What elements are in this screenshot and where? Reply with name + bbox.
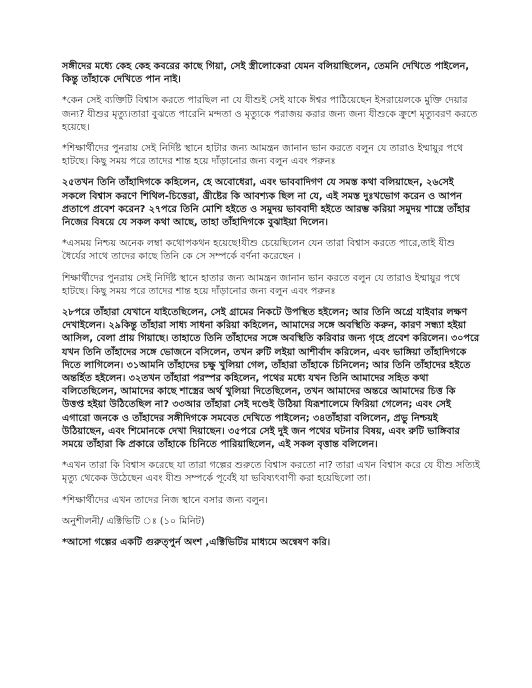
paragraph-scripture-verses-25-27: ২৫তখন তিনি তাঁহাদিগকে কহিলেন, হে অবোধেরা, এবং ভাববাদিগণ যে সমস্ত কথা বলিয়াছেন, ২৬সেই সকলে বিশ্বাস করণে শিথিল-চিত্তেরা, খ্রীষ্টের কি আবশ্যক ছিল না যে, এই সমস্ত দুঃখভোগ করেন ও আপন প্রতাপে প্রবেশ করেন? ২৭পরে তিনি মোশি হইতে ও সমুদয় ভাববাদী হইতে আরম্ভ করিয়া সমুদয় শাস্ত্রে তাঁহার নিজের বিষয়ে যে সকল কথা আছে, তাহা তাঁহাদিগকে বুঝাইয়া দিলেন। bbox=[62, 177, 471, 229]
paragraph-note-long-conversation: *এসময় নিশ্চয় অনেক লম্বা কথোপকথন হয়েছে!যীশু চেয়েছিলেন যেন তারা বিশ্বাস করতে পারে,তাই যীশু ধৈর্যের সাথে তাদের কাছে তিনি কে সে সম্পর্কে বর্ণনা করেছেন । bbox=[62, 238, 455, 263]
paragraph-activity-heading: অনুশীলনী/ এক্টিভিটি ঃ (১০ মিনিট) bbox=[62, 515, 205, 527]
paragraph-instruction-sit-down: *শিক্ষার্থীদের এখন তাদের নিজ স্থানে বসার জন্য বলুন। bbox=[62, 494, 268, 506]
paragraph-instruction-walk-emmaus: *শিক্ষার্থীদের পুনরায় সেই নির্দিষ্ট স্থানে হাটার জন্য আমন্ত্রন জানান ভান করতে বলুন যে তারাও ইম্মায়ুর পথে হাটছে। কিছু সময় পরে তাদের শান্ত হয়ে দাঁড়ানোর জন্য বলুন এবং পরুনঃ bbox=[62, 143, 464, 168]
paragraph-companions-at-tomb: সঙ্গীদের মধ্যে কেহ কেহ কবরের কাছে গিয়া, সেই স্ত্রীলোকেরা যেমন বলিয়াছিলেন, তেমনি দেখিতে পাইলেন, কিন্তু তাঁহাকে দেখিতে পান নাই। bbox=[62, 61, 470, 86]
paragraph-instruction-walk-again: শিক্ষার্থীদের পুনরায় সেই নির্দিষ্ট স্থানে হাতার জন্য আমন্ত্রন জানান ভান করতে বলুন যে তারাও ইম্মায়ুর পথে হাটছে। কিছু সময় পরে তাদের শান্ত হয়ে দাঁড়ানোর জন্য বলুন এবং পরুনঃ bbox=[62, 272, 461, 297]
paragraph-scripture-verses-28-35: ২৮পরে তাঁহারা যেখানে যাইতেছিলেন, সেই গ্রামের নিকটে উপস্থিত হইলেন; আর তিনি অগ্রে যাইবার লক্ষণ দেখাইলেন। ২৯কিন্তু তাঁহারা সাধ্য সাধনা করিয়া কহিলেন, আমাদের সঙ্গে অবস্থিতি করুন, কারণ সন্ধ্যা হইয়া আসিল, বেলা প্রায় গিয়াছে। তাহাতে তিনি তাঁহাদের সঙ্গে অবস্থিতি করিবার জন্য গৃহে প্রবেশ করিলেন। ৩০পরে যখন তিনি তাঁহাদের সঙ্গে ভোজনে বসিলেন, তখন রুটি লইয়া আশীর্বাদ করিলেন, এবং ভাঙ্গিয়া তাঁহাদিগকে দিতে লাগিলেন। ৩১আমনি তাঁহাদের চক্ষু খুলিয়া গেল, তাঁহারা তাঁহাকে চিনিলেন; আর তিনি তাঁহাদের হইতে অন্তর্হিত হইলেন। ৩২তখন তাঁহারা পরস্পর কহিলেন, পথের মধ্যে যখন তিনি আমাদের সহিত কথা বলিতেছিলেন, আমাদের কাছে শাস্ত্রের অর্থ খুলিয়া দিতেছিলেন, তখন আমাদের অন্তরে আমাদের চিত্ত কি উত্তপ্ত হইয়া উঠিতেছিল না? ৩৩আর তাঁহারা সেই দণ্ডেই উঠিয়া যিরূশালেমে ফিরিয়া গেলেন; এবং সেই এগারো জনকে ও তাঁহাদের সঙ্গীদিগকে সমবেত দেখিতে পাইলেন; ৩৪তাঁহারা বলিলেন, প্রভু নিশ্চয়ই উঠিয়াছেন, এবং শিমোনকে দেখা দিয়াছেন। ৩৫পরে সেই দুই জন পথের ঘটনার বিষয়, এবং রুটি ভাঙ্গিবার সময়ে তাঁহারা কি প্রকারে তাঁহাকে চিনিতে পারিয়াছিলেন, এই সকল বৃত্তান্ত বলিলেন। bbox=[62, 307, 480, 451]
paragraph-activity-intro: *আসো গল্পের একটি গুরুত্পুর্ন অংশ ,এক্টিভিটির মাধ্যমে অন্বেষণ করি। bbox=[62, 537, 331, 549]
paragraph-question-what-believe-now: *এখন তারা কি বিশ্বাস করেছে যা তারা গল্পের শুরুতে বিশ্বাস করতো না? তারা এখন বিশ্বাস করে যে যীশু সত্যিই মৃত্যু থেকেক উঠেছেন এবং যীশু সম্পর্কে পূর্বেই যা ভবিষ্যৎবাণী করা হয়েছিলো তা। bbox=[62, 460, 480, 485]
paragraph-question-why-unbelief: *কেন সেই ব্যক্তিটি বিশ্বাস করতে পারছিল না যে যীশুই সেই যাকে ঈশ্বর পাঠিয়েছেন ইসরায়েলকে মুক্তি দেয়ার জন্য? যীশুর মৃত্যু।তারা বুঝতে পারেনি মন্দতা ও মৃত্যুকে পরাজয় করার জন্য জন্য যীশুকে ক্রুশে মৃত্যুবরণ করতে হয়েছে। bbox=[62, 95, 478, 133]
